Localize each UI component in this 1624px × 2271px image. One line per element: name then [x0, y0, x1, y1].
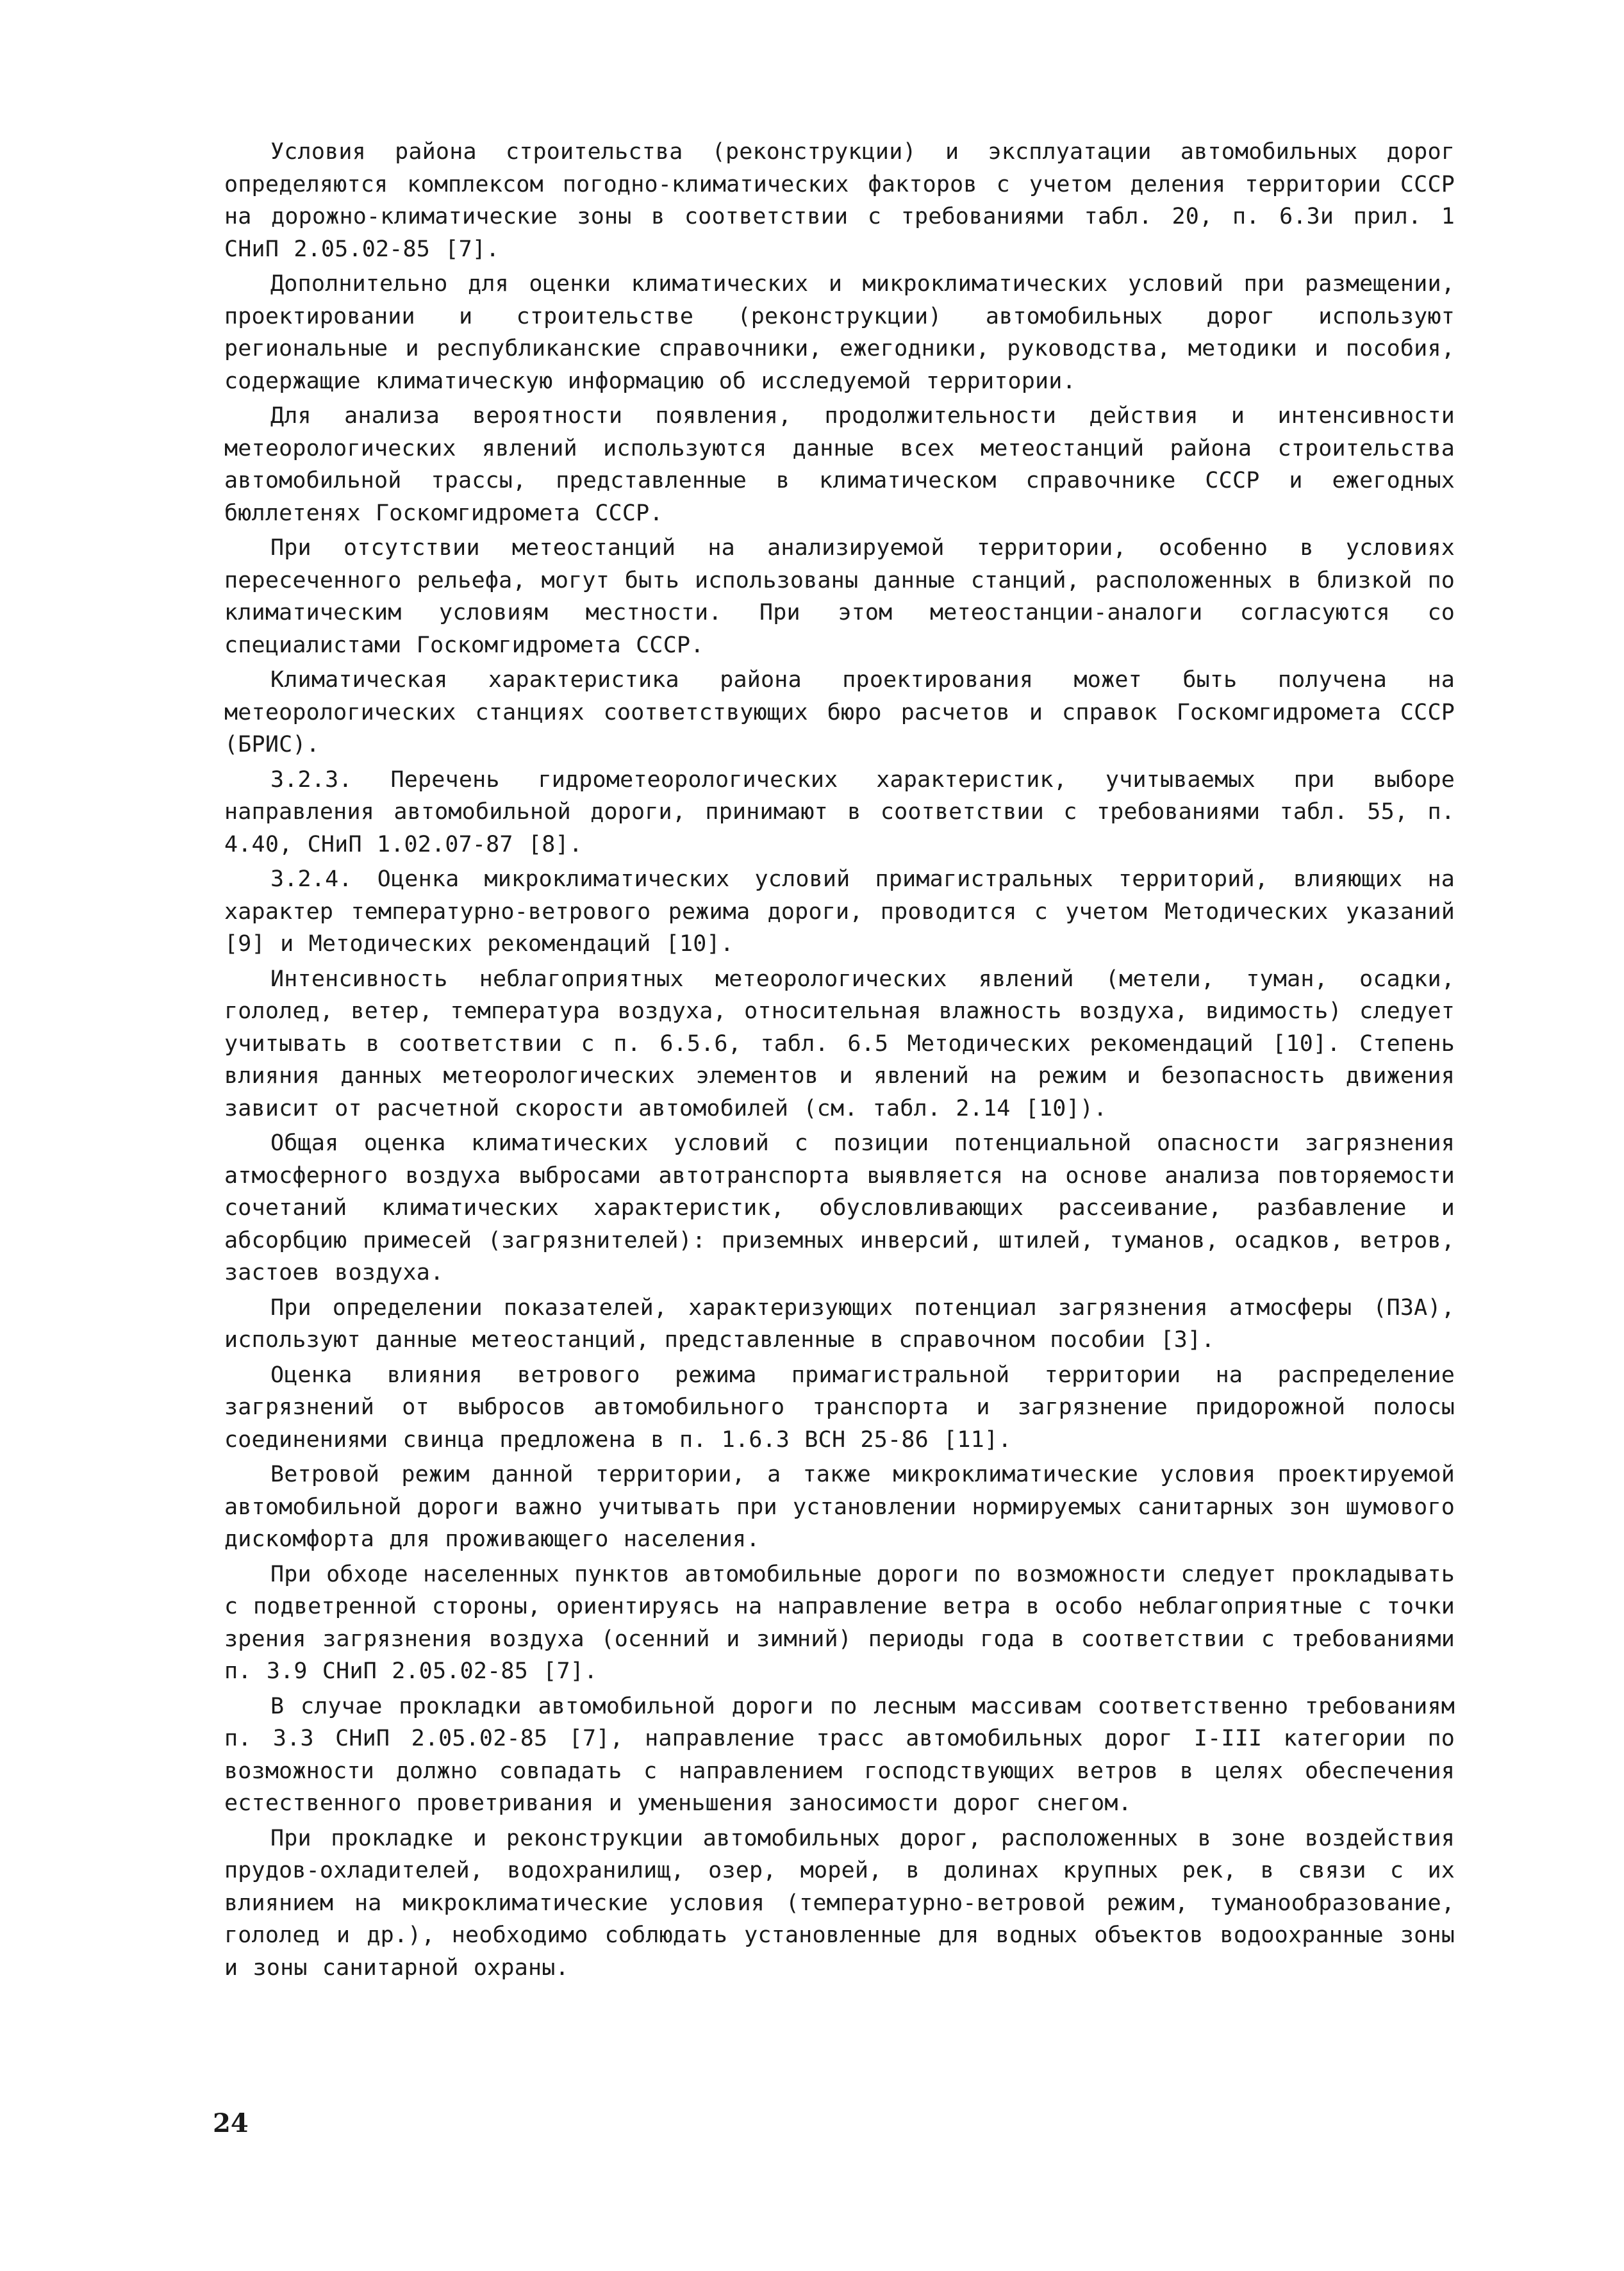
paragraph-pza: При определении показателей, характеризующих потенциал загрязнения атмосферы (ПЗА), используют данные метеостанций, представленные в справочном пособии [3]. — [224, 1294, 1455, 1353]
paragraph-noise-zones: Ветровой режим данной территории, а также микроклиматические условия проектируемой автомобильной дороги важно учитывать при установлении нормируемых санитарных зон шумового дискомфорта для проживающего населения. — [224, 1462, 1455, 1552]
page-number: 24 — [213, 2108, 249, 2138]
paragraph-forest-routing: В случае прокладки автомобильной дороги по лесным массивам соответственно требованиям п. 3.3 СНиП 2.05.02-85 [7], направление трасс автомобильных дорог I-III категории по возможности должно совпадать с направлением господствующих ветров в целях обеспечения естественного проветривания и уменьшения заносимости дорог снегом. — [224, 1693, 1455, 1816]
paragraph-settlement-bypass: При обходе населенных пунктов автомобильные дороги по возможности следует прокладывать с подветренной стороны, ориентируясь на направление ветра в особо неблагоприятные с точки зрения загрязнения воздуха (осенний и зимний) периоды года в соответствии с требованиями п. 3.9 СНиП 2.05.02-85 [7]. — [224, 1561, 1455, 1684]
paragraph-additional-sources: Дополнительно для оценки климатических и микроклиматических условий при размещении, проектировании и строительстве (реконструкции) автомобильных дорог используют региональные и республиканские справочники, ежегодники, руководства, методики и пособия, содержащие климатическую информацию об исследуемой территории. — [224, 271, 1455, 394]
paragraph-water-protection: При прокладке и реконструкции автомобильных дорог, расположенных в зоне воздействия прудов-охладителей, водохранилищ, озер, морей, в долинах крупных рек, в связи с их влиянием на микроклиматические условия (температурно-ветровой режим, туманообразование, гололед и др.), необходимо соблюдать установленные для водных объектов водоохранные зоны и зоны санитарной охраны. — [224, 1825, 1455, 1981]
paragraph-wind-regime: Оценка влияния ветрового режима примагистральной территории на распределение загрязнений от выбросов автомобильного транспорта и загрязнение придорожной полосы соединениями свинца предложена в п. 1.6.3 ВСН 25-86 [11]. — [224, 1362, 1455, 1453]
paragraph-adverse-phenomena: Интенсивность неблагоприятных метеорологических явлений (метели, туман, осадки, гололед, ветер, температура воздуха, относительная влажность воздуха, видимость) следует учитывать в соответствии с п. 6.5.6, табл. 6.5 Методических рекомендаций [10]. Степень влияния данных метеорологических элементов и явлений на режим и безопасность движения зависит от расчетной скорости автомобилей (см. табл. 2.14 [10]). — [224, 966, 1455, 1121]
paragraph-weather-stations-data: Для анализа вероятности появления, продолжительности действия и интенсивности метеорологических явлений используются данные всех метеостанций района строительства автомобильной трассы, представленные в климатическом справочнике СССР и ежегодных бюллетенях Госкомгидромета СССР. — [224, 403, 1455, 526]
paragraph-section-3-2-4: 3.2.4. Оценка микроклиматических условий примагистральных территорий, влияющих на характер температурно-ветрового режима дороги, проводится с учетом Методических указаний [9] и Методических рекомендаций [10]. — [224, 866, 1455, 957]
paragraph-section-3-2-3: 3.2.3. Перечень гидрометеорологических характеристик, учитываемых при выборе направления автомобильной дороги, принимают в соответствии с требованиями табл. 55, п. 4.40, СНиП 1.02.07-87 [8]. — [224, 766, 1455, 857]
paragraph-analog-stations: При отсутствии метеостанций на анализируемой территории, особенно в условиях пересеченного рельефа, могут быть использованы данные станций, расположенных в близкой по климатическим условиям местности. При этом метеостанции-аналоги согласуются со специалистами Госкомгидромета СССР. — [224, 535, 1455, 658]
page-body — [224, 136, 1455, 1986]
paragraph-pollution-assessment: Общая оценка климатических условий с позиции потенциальной опасности загрязнения атмосферного воздуха выбросами автотранспорта выявляется на основе анализа повторяемости сочетаний климатических характеристик, обусловливающих рассеивание, разбавление и абсорбцию примесей (загрязнителей): приземных инверсий, штилей, туманов, осадков, ветров, застоев воздуха. — [224, 1130, 1455, 1285]
paragraph-climate-conditions: Условия района строительства (реконструкции) и эксплуатации автомобильных дорог определяются комплексом погодно-климатических факторов с учетом деления территории СССР на дорожно-климатические зоны в соответствии с требованиями табл. 20, п. 6.3и прил. 1 СНиП 2.05.02-85 [7]. — [224, 139, 1455, 262]
paragraph-bris: Климатическая характеристика района проектирования может быть получена на метеорологических станциях соответствующих бюро расчетов и справок Госкомгидромета СССР (БРИС). — [224, 667, 1455, 757]
